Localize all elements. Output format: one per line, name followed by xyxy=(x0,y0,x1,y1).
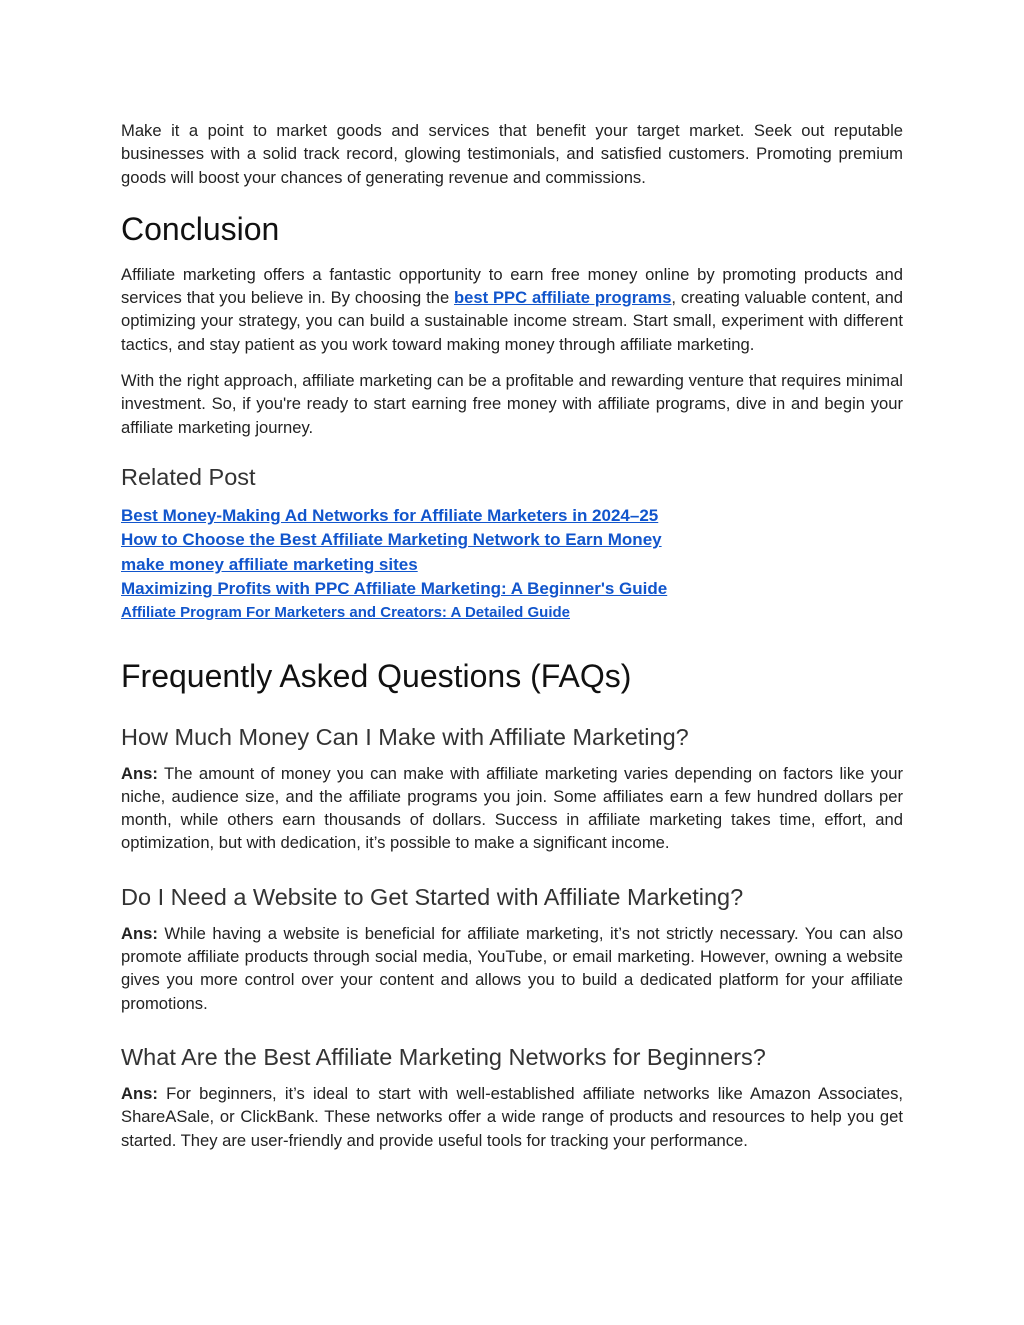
faq-question-1: How Much Money Can I Make with Affiliate Marketing? xyxy=(121,723,689,750)
faq-answer-3 xyxy=(121,1082,903,1152)
faq-question-3: What Are the Best Affiliate Marketing Networks for Beginners? xyxy=(121,1043,766,1070)
ans-label: Ans: xyxy=(121,1083,158,1103)
related-post-heading: Related Post xyxy=(121,463,256,490)
ans-label: Ans: xyxy=(121,923,158,943)
conclusion-text-after-link: , creating valuable content, and optimizing your strategy, you can build a sustainable income stream. Start small, experiment with different tactics, and stay patient as you work toward making money through affiliate marketing. xyxy=(121,288,903,354)
conclusion-paragraph-1 xyxy=(121,263,903,356)
related-post-list xyxy=(121,504,903,624)
faq-answer-2 xyxy=(121,922,903,1015)
conclusion-paragraph-2: With the right approach, affiliate marketing can be a profitable and rewarding venture that requires minimal investment. So, if you're ready to start earning free money with affiliate programs, dive in and begin your affiliate marketing journey. xyxy=(121,371,903,437)
faq-heading: Frequently Asked Questions (FAQs) xyxy=(121,657,632,694)
intro-paragraph: Make it a point to market goods and services that benefit your target market. Seek out reputable businesses with a solid track record, glowing testimonials, and satisfied customers. Promoting premium goods will boost your chances of generating revenue and commissions. xyxy=(121,121,903,187)
related-link-choose-network[interactable]: How to Choose the Best Affiliate Marketing Network to Earn Money xyxy=(121,530,662,550)
conclusion-text-before-link: Affiliate marketing offers a fantastic opportunity to earn free money online by promoting products and services that you believe in. By choosing the xyxy=(121,264,903,308)
faq-answer-text: For beginners, it’s ideal to start with well-established affiliate networks like Amazon Associates, ShareASale, or ClickBank. These networks offer a wide range of products and resources to help you get started. They are user-friendly and provide useful tools for tracking your performance. xyxy=(121,1083,903,1150)
related-link-ppc-guide[interactable]: Maximizing Profits with PPC Affiliate Marketing: A Beginner's Guide xyxy=(121,579,668,599)
faq-answer-text: The amount of money you can make with affiliate marketing varies depending on factors like your niche, audience size, and the affiliate programs you join. Some affiliates earn a few hundred dollars per month, while others earn thousands of dollars. Success in affiliate marketing takes time, effort, and optimization, but with dedication, it’s possible to make a significant income. xyxy=(121,763,903,853)
ans-label: Ans: xyxy=(121,763,158,783)
related-link-ad-networks[interactable]: Best Money-Making Ad Networks for Affiliate Marketers in 2024–25 xyxy=(121,505,659,525)
related-link-program-guide[interactable]: Affiliate Program For Marketers and Creators: A Detailed Guide xyxy=(121,603,570,621)
document-page xyxy=(121,119,903,1152)
faq-answer-1 xyxy=(121,762,903,855)
best-ppc-affiliate-programs-link[interactable]: best PPC affiliate programs xyxy=(454,288,672,308)
conclusion-heading: Conclusion xyxy=(121,210,280,247)
related-link-money-sites[interactable]: make money affiliate marketing sites xyxy=(121,554,418,574)
faq-question-2: Do I Need a Website to Get Started with Affiliate Marketing? xyxy=(121,883,744,910)
faq-answer-text: While having a website is beneficial for affiliate marketing, it’s not strictly necessary. You can also promote affiliate products through social media, YouTube, or email marketing. However, owning a website gives you more control over your content and allows you to build a dedicated platform for your affiliate promotions. xyxy=(121,923,903,1013)
